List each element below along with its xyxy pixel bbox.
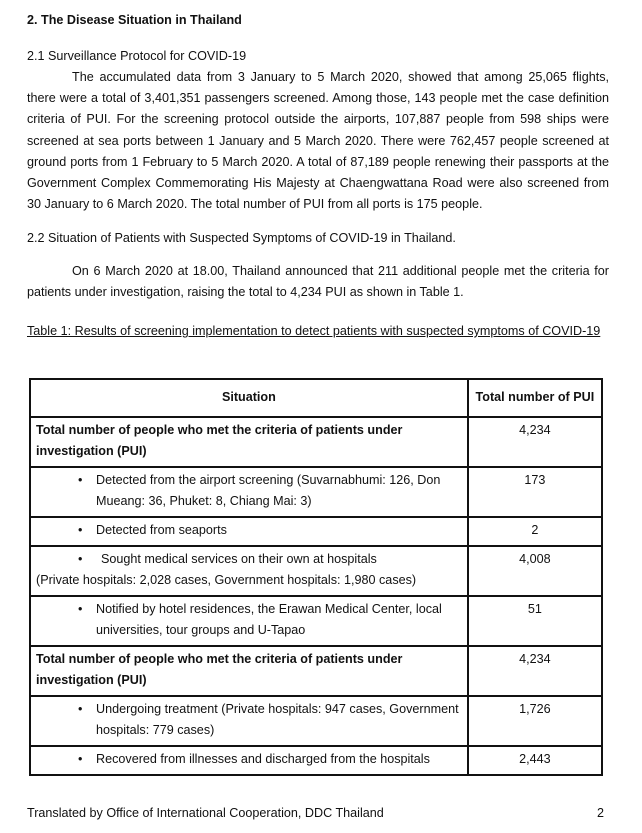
subsection-2-paragraph-text: On 6 March 2020 at 18.00, Thailand announced that 211 additional people met the criteria for patients under investigation, raising the total to 4,234 PUI as shown in Table 1. (27, 264, 609, 300)
section-heading: 2. The Disease Situation in Thailand (27, 13, 242, 27)
row-total: 1,726 (468, 696, 602, 746)
table-row (30, 546, 602, 596)
row-situation (30, 546, 468, 596)
row-situation: Total number of people who met the criteria of patients under investigation (PUI) (30, 417, 468, 467)
table-row (30, 467, 602, 517)
row-total: 4,008 (468, 546, 602, 596)
table-row (30, 646, 602, 696)
bullet-icon: • (78, 702, 83, 716)
row-situation (30, 596, 468, 646)
subsection-2-paragraph (27, 261, 609, 303)
bullet-icon: • (78, 602, 83, 616)
bullet-icon: • (78, 552, 83, 566)
table-header-row (30, 379, 602, 417)
row-situation-detail: (Private hospitals: 2,028 cases, Government hospitals: 1,980 cases) (36, 573, 417, 587)
table-row (30, 517, 602, 546)
subsection-1-paragraph (27, 67, 609, 215)
bullet-icon: • (78, 752, 83, 766)
header-total-pui: Total number of PUI (468, 379, 602, 417)
subsection-2-heading: 2.2 Situation of Patients with Suspected Symptoms of COVID-19 in Thailand. (27, 231, 456, 245)
page-footer: Translated by Office of International Cooperation, DDC Thailand (27, 806, 384, 820)
row-total: 2,443 (468, 746, 602, 775)
bullet-icon: • (78, 473, 83, 487)
row-situation-text: Recovered from illnesses and discharged from the hospitals (96, 752, 430, 766)
header-situation: Situation (30, 379, 468, 417)
row-situation-text: Notified by hotel residences, the Erawan Medical Center, local universities, tour groups and U-Tapao (96, 602, 442, 637)
row-situation-text: Detected from seaports (96, 523, 227, 537)
row-situation (30, 467, 468, 517)
row-situation (30, 517, 468, 546)
row-total: 4,234 (468, 417, 602, 467)
row-situation (30, 696, 468, 746)
row-total: 51 (468, 596, 602, 646)
row-total: 2 (468, 517, 602, 546)
row-situation-text: Sought medical services on their own at hospitals (101, 552, 377, 566)
screening-results-table (29, 378, 603, 776)
row-situation-text: Undergoing treatment (Private hospitals: 947 cases, Government hospitals: 779 cases) (96, 702, 459, 737)
table-row (30, 746, 602, 775)
page-number: 2 (597, 806, 605, 820)
bullet-icon: • (78, 523, 83, 537)
table-row (30, 417, 602, 467)
row-situation: Total number of people who met the criteria of patients under investigation (PUI) (30, 646, 468, 696)
row-total: 173 (468, 467, 602, 517)
table-row (30, 696, 602, 746)
row-total: 4,234 (468, 646, 602, 696)
table-row (30, 596, 602, 646)
row-situation (30, 746, 468, 775)
subsection-1-paragraph-text: The accumulated data from 3 January to 5 March 2020, showed that among 25,065 flights, there were a total of 3,401,351 passengers screened. Among those, 143 people met the case definition criteria of PUI. For the screening protocol outside the airports, 107,887 people from 598 ships were screened at sea ports between 1 January and 5 March 2020. There were 762,457 people screened at ground ports from 1 February to 5 March 2020. A total of 87,189 people renewing their passports at the Government Complex Commemorating His Majesty at Chaengwattana Road were also screened from 30 January to 6 March 2020. The total number of PUI from all ports is 175 people. (27, 70, 609, 212)
subsection-1-heading: 2.1 Surveillance Protocol for COVID-19 (27, 49, 247, 63)
row-situation-text: Detected from the airport screening (Suvarnabhumi: 126, Don Mueang: 36, Phuket: 8, Chiang Mai: 3) (96, 473, 441, 508)
table-caption: Table 1: Results of screening implementation to detect patients with suspected symptoms of COVID-19 (27, 324, 601, 338)
